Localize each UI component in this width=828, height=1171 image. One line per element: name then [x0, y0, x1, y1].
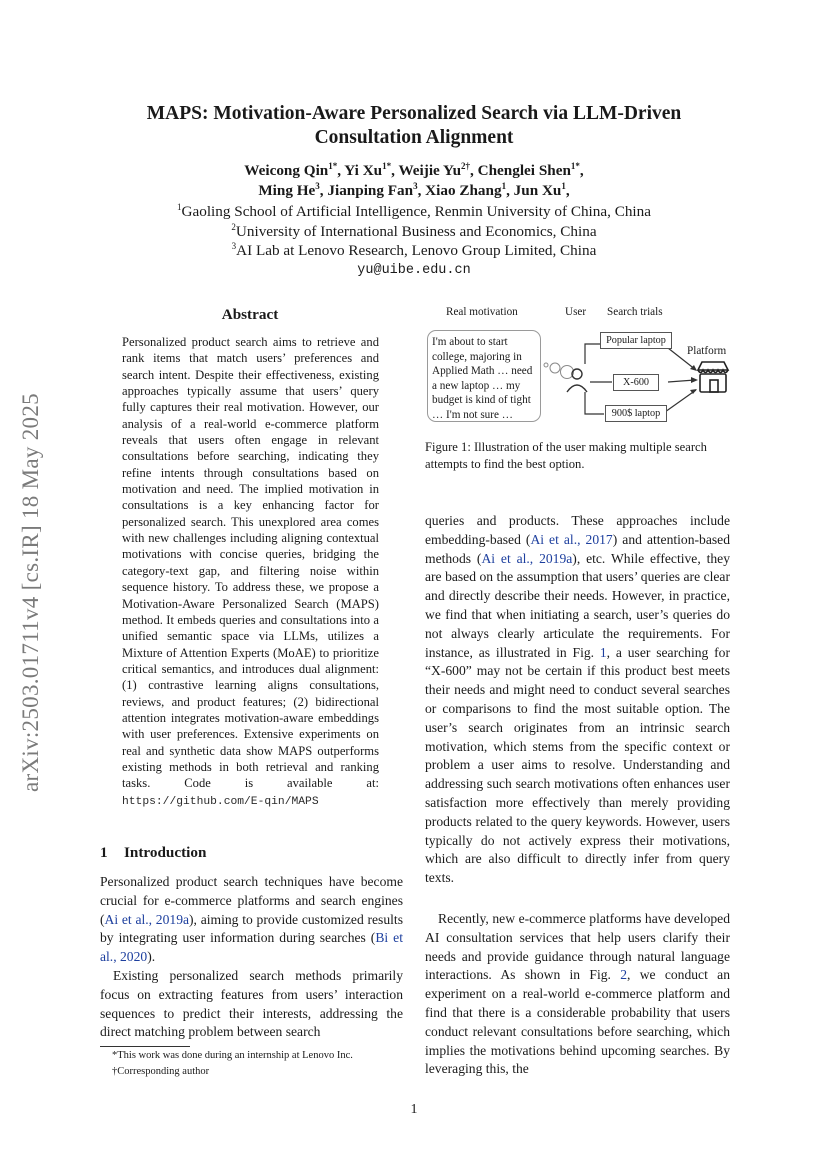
- arrowhead-icon: [690, 365, 698, 394]
- affiliation-text: AI Lab at Lenovo Research, Lenovo Group Limited, China: [236, 242, 597, 259]
- right-paragraph-2: [425, 910, 730, 1079]
- affiliation-1: [0, 202, 828, 222]
- thought-dot-icon: [561, 366, 574, 379]
- intro-paragraph-2: [100, 967, 403, 1042]
- abstract-body: [122, 334, 379, 810]
- author-name: Ming He: [258, 182, 316, 199]
- author-sup: 3: [315, 180, 320, 191]
- motivation-line: college, majoring in: [432, 350, 522, 363]
- paragraph-text: Personalized product search techniques have become crucial for e-commerce platforms and search engines (: [100, 874, 403, 927]
- affiliation-text: University of International Business and Economics, China: [235, 222, 597, 240]
- author-name: Weijie Yu: [398, 162, 462, 179]
- affiliations: [0, 202, 828, 280]
- affiliation-sup: 2: [231, 221, 236, 232]
- motivation-bubble: [427, 330, 541, 422]
- figure-label-user: User: [565, 306, 587, 318]
- author-name: Yi Xu: [344, 162, 383, 179]
- author-sup: 2†: [461, 160, 471, 171]
- affiliation-3: [0, 241, 828, 261]
- connector-lines: [585, 344, 612, 414]
- paragraph-text: Recently, new e-commerce platforms have developed AI consultation services that help users clarify their needs and provide guidance through natural language interactions. As shown in Fig.: [425, 911, 730, 983]
- author-sup: 1: [501, 180, 507, 191]
- author-name: Weicong Qin: [244, 162, 329, 179]
- user-person-icon: [567, 369, 587, 392]
- motivation-line: Applied Math … need: [432, 365, 533, 377]
- affiliation-sup: 3: [231, 240, 237, 251]
- search-trial-box: Popular laptop: [600, 332, 672, 349]
- paragraph-text: , we conduct an experiment on a real-world e-commerce platform and find that there is a considerable probability that users conduct relevant consultations before searching, which implies the motivations behind upcoming searches. By leveraging this, the: [425, 967, 730, 1077]
- author-sup: 1*: [570, 160, 580, 171]
- code-link[interactable]: https://github.com/E-qin/MAPS: [122, 795, 319, 808]
- paper-title: [0, 102, 828, 150]
- abstract-heading: Abstract: [221, 306, 279, 323]
- citation-link[interactable]: Ai et al., 2019a: [104, 911, 190, 927]
- title-line-2: Consultation Alignment: [314, 127, 514, 148]
- author-name: Jun Xu: [513, 182, 562, 199]
- citation-link[interactable]: Bi et al., 2020: [100, 930, 403, 965]
- affiliation-2: [0, 222, 828, 242]
- figure-label-search-trials: Search trials: [607, 306, 663, 318]
- author-name: Chenglei Shen: [477, 162, 571, 179]
- figure-label-real-motivation: Real motivation: [446, 306, 518, 318]
- search-trial-box: 900$ laptop: [605, 405, 667, 422]
- motivation-line: … I'm not sure …: [432, 408, 513, 421]
- platform-label: Platform: [687, 345, 727, 357]
- motivation-line: a new laptop … my: [432, 379, 521, 392]
- footnote-2: †Corresponding author: [112, 1065, 210, 1077]
- citation-link[interactable]: Ai et al., 2019a: [481, 550, 573, 566]
- affiliation-sup: 1: [177, 201, 182, 212]
- author-name: Jianping Fan: [327, 182, 414, 199]
- abstract-text: Personalized product search aims to retrieve and rank items that match users’ preferences and search intent. Despite their effectiveness, existing approaches typically assume that users’ query fully captures their real motivation. However, our analysis of a real-world e-commerce platform reveals that users often engage in relevant consultations before searching, indicating they refine intents through consultations based on motivation and need. The implied motivation in consultations is a key enhancing factor for personalized search. This unexplored area comes with new challenges including aligning contextual motivations with concise queries, bridging the category-text gap, and filtering noise within sequence history. To address these, we propose a Motivation-Aware Personalized Search (MAPS) method. It embeds queries and consultations into a unified semantic space via LLMs, utilizes a Mixture of Attention Experts (MoAE) to prioritize critical semantics, and introduces dual alignment: (1) contrastive learning aligns consultations, reviews, and product features; (2) bidirectional attention integrates motivation-aware embeddings with user preferences. Extensive experiments on real and synthetic data show MAPS outperforms existing methods in both retrieval and ranking tasks. Code is available at:: [122, 335, 379, 791]
- author-sup: 3: [413, 180, 418, 191]
- title-line-1: MAPS: Motivation-Aware Personalized Search via LLM-Driven: [146, 103, 682, 124]
- paragraph-text: queries and products. These approaches include embedding-based (: [425, 513, 730, 547]
- footnote-1: *This work was done during an internship at Lenovo Inc.: [112, 1050, 353, 1061]
- section-number: 1: [100, 844, 108, 861]
- motivation-line: I'm about to start: [432, 336, 508, 348]
- page-number: 1: [410, 1102, 418, 1117]
- paragraph-text: ) and attention-based methods (: [425, 531, 730, 566]
- motivation-line: budget is kind of tight: [432, 394, 531, 406]
- paragraph-text: ), aiming to provide customized results by integrating user information during searches (: [100, 911, 403, 946]
- store-icon: [698, 362, 728, 392]
- figure-caption: Figure 1: Illustration of the user making multiple search attempts to find the best option.: [425, 440, 707, 471]
- author-sup: 1: [561, 180, 566, 191]
- figure-ref-link[interactable]: 2: [620, 967, 628, 983]
- intro-paragraph-1: [100, 873, 403, 967]
- figure-ref-link[interactable]: 1: [599, 644, 607, 660]
- citation-link[interactable]: Ai et al., 2017: [530, 531, 613, 547]
- arxiv-stamp: arXiv:2503.01711v4 [cs.IR] 18 May 2025: [18, 393, 43, 792]
- thought-dot-icon: [544, 363, 548, 367]
- footnote-rule: [100, 1046, 190, 1047]
- paragraph-text: ).: [147, 949, 156, 965]
- authors-line-1: Weicong Qin$^{1*}$, Yi $Xu^{1*}$, Weijie $Yu^{2\dagger}$, Chenglei Shen$^{1*}$,: [244, 160, 584, 179]
- contact-email[interactable]: yu@uibe.edu.cn: [357, 262, 471, 278]
- right-paragraph-1: [425, 512, 730, 888]
- paragraph-text: ), etc. While effective, they are based on the assumption that users’ queries are clear and directly describe their needs. However, in practice, we find that when initiating a search, user’s queries do not always clearly articulate the requirements. For instance, as illustrated in Fig.: [425, 550, 730, 660]
- author-sup: 1*: [382, 160, 392, 171]
- affiliation-text: Gaoling School of Artificial Intelligence, Renmin University of China, China: [181, 203, 651, 220]
- paragraph-text: Existing personalized search methods primarily focus on extracting features from users’ interaction sequences to predict their interests, addressing the direct matching problem between search: [100, 968, 403, 1040]
- search-trial-box: X-600: [613, 374, 659, 391]
- section-title: Introduction: [124, 844, 207, 861]
- authors-line-2: Ming He$^3$, Jianping Fan$^3$, Xiao Zhang$^1$, Jun Xu$^1$,: [258, 180, 570, 199]
- author-name: Xiao Zhang: [425, 182, 502, 199]
- footnotes: [112, 1048, 353, 1079]
- section-heading: [100, 844, 206, 862]
- author-sup: 1*: [328, 160, 338, 171]
- thought-dot-icon: [550, 363, 560, 373]
- author-list: [0, 161, 828, 201]
- paragraph-text: , a user searching for “X-600” may not be certain if this product best meets their needs and might need to conduct several searches or comparisons to find the most suitable option. The user’s search originates from an intrinsic search motivation, which stems from the specific context or problem a user aims to resolve. Understanding and addressing such search motivations often enhances user satisfaction more effectively than merely providing products related to the query keywords. However, users typically do not actively express their motivations, which are also difficult to directly infer from query texts.: [425, 644, 730, 886]
